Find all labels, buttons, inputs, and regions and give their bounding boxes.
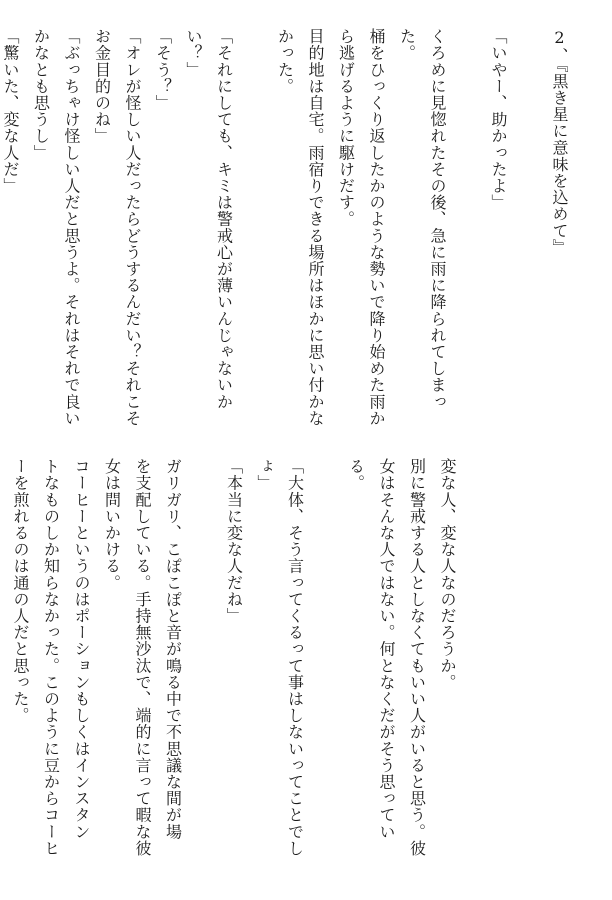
text-column: 「オレが怪しい人だったらどうするんだい？それこそ [123, 28, 142, 427]
blank-column [452, 28, 483, 438]
text-column: い？」 [184, 28, 203, 78]
text-column: た。 [397, 28, 417, 62]
text-column: かなとも思うし」 [31, 28, 51, 161]
blank-column [188, 458, 219, 878]
text-column: ょ」 [255, 458, 274, 492]
bottom-text-block [0, 458, 462, 878]
text-column: 変な人、変な人なのだろうか。 [438, 458, 457, 691]
text-column: 「大体、そう言ってくるって事はしないってことでし [285, 458, 305, 857]
text-column: 桶をひっくり返したかのような勢いで降り始めた雨か [367, 28, 386, 427]
text-column: 「ぶっちゃけ怪しい人だと思うよ。それはそれで良い [62, 28, 81, 427]
blank-column [239, 28, 270, 438]
text-column: ガリガリ、こぽこぽと音が鳴る中で不思議な間が場 [163, 458, 183, 840]
text-column: 別に警戒する人としなくてもいい人がいると思う。彼 [407, 458, 427, 857]
text-column: くろめに見惚れたその後、急に雨に降られてしまっ [428, 28, 447, 410]
text-column: 「驚いた、変な人だ」 [1, 28, 20, 194]
blank-column [310, 458, 341, 878]
text-column: る。 [346, 458, 366, 492]
top-text-block [0, 28, 574, 438]
text-column: 2、『黒き星に意味を込めて』 [550, 28, 569, 256]
text-column: を支配している。手持無沙汰で、端的に言って暇な彼 [133, 458, 152, 857]
text-column: ーを煎れるのは通の人だと思った。 [11, 458, 30, 724]
text-column: ら逃げるように駆けだす。 [336, 28, 356, 228]
text-column: 「本当に変な人だね」 [224, 458, 244, 624]
blank-column [0, 458, 5, 878]
text-column: お金目的のね」 [92, 28, 112, 145]
text-column: 女はそんな人ではない。何となくだがそう思ってい [377, 458, 396, 840]
text-column: 女は問いかける。 [102, 458, 122, 591]
text-column: かった。 [275, 28, 295, 95]
text-column: 「いやー、助かったよ」 [489, 28, 508, 211]
text-column: 目的地は自宅。雨宿りできる場所はほかに思い付かな [306, 28, 325, 427]
text-column: 「そう？」 [153, 28, 173, 111]
text-column: コーヒーというのはポーションもしくはインスタン [72, 458, 91, 840]
text-column: トなものしか知らなかった。このように豆からコーヒ [41, 458, 61, 857]
text-column: 「それにしても、キミは警戒心が薄いんじゃないか [214, 28, 234, 410]
blank-column [513, 28, 544, 438]
